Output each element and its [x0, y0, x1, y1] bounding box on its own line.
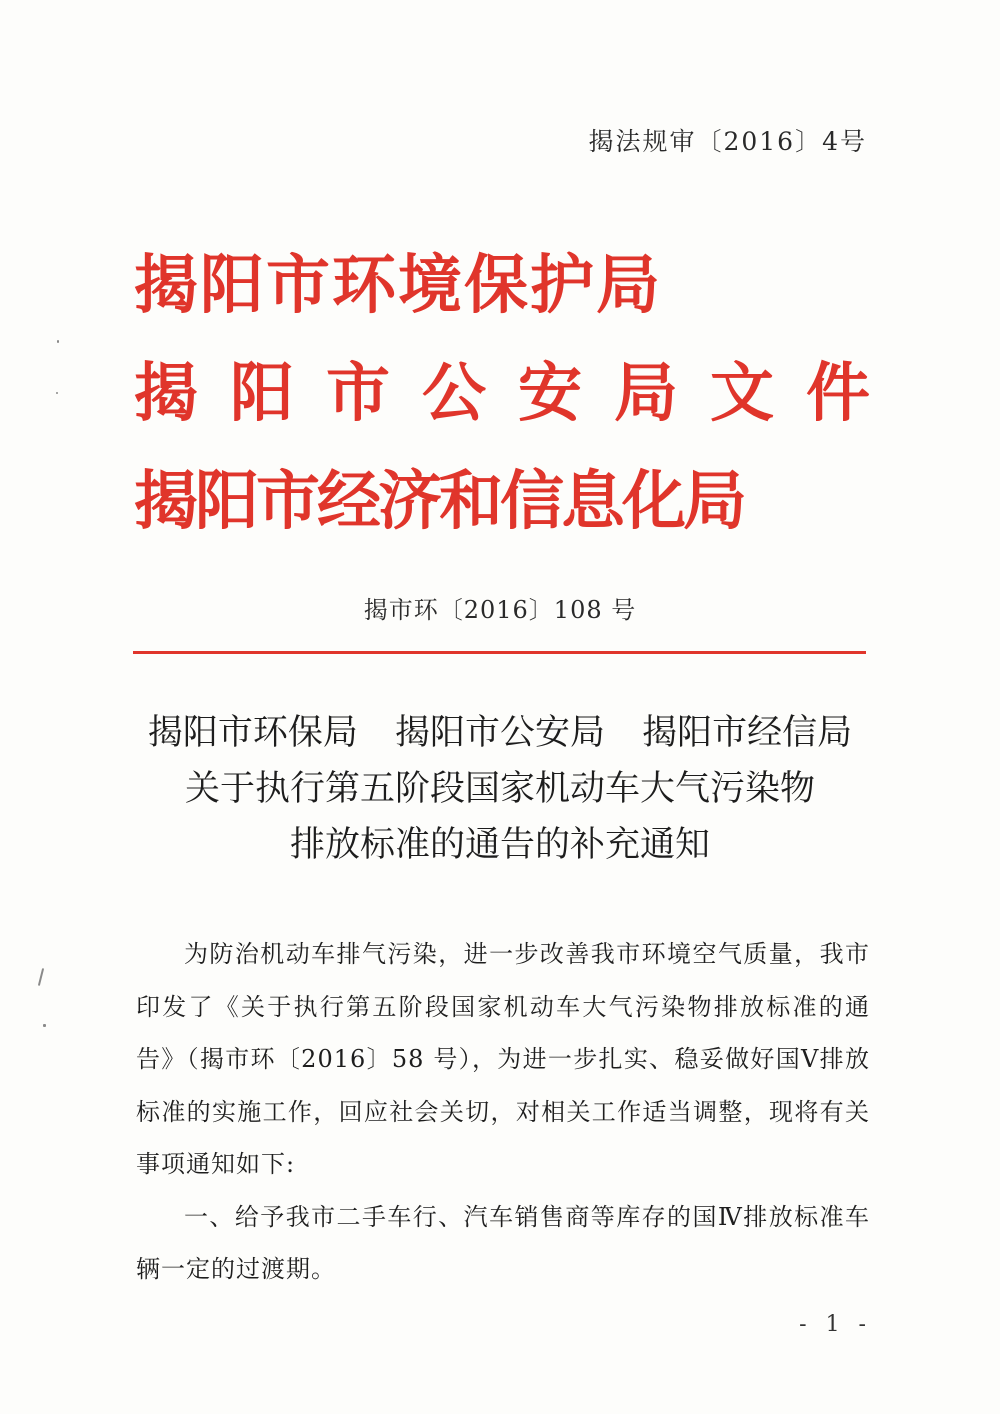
title-line-1: 揭阳市环保局 揭阳市公安局 揭阳市经信局	[147, 713, 853, 753]
document-body	[136, 928, 870, 1296]
regulation-review-number: 揭法规审〔2016〕4号	[588, 127, 867, 156]
issuer-public-security-bureau-document: 揭阳市公安局文件	[134, 357, 902, 431]
scan-speck	[43, 1024, 46, 1027]
red-separator-line	[133, 651, 866, 654]
scan-speck	[38, 968, 44, 986]
title-line-2: 关于执行第五阶段国家机动车大气污染物	[184, 769, 815, 809]
issuer-environmental-protection-bureau: 揭阳市环境保护局	[134, 249, 662, 323]
body-paragraph-item-1: 一、给予我市二手车行、汽车销售商等库存的国Ⅳ排放标准车辆一定的过渡期。	[136, 1202, 870, 1283]
page-number: - 1 -	[799, 1312, 872, 1337]
title-line-3: 排放标准的通告的补充通知	[289, 825, 710, 865]
issuer-economic-information-bureau: 揭阳市经济和信息化局	[134, 465, 744, 539]
issuing-authorities-header	[134, 232, 902, 556]
document-number: 揭市环〔2016〕108 号	[363, 596, 637, 624]
scan-speck	[57, 340, 59, 343]
scan-speck	[56, 392, 58, 394]
document-title	[0, 705, 1000, 873]
body-paragraph-intro: 为防治机动车排气污染，进一步改善我市环境空气质量，我市印发了《关于执行第五阶段国家机动车大气污染物排放标准的通告》（揭市环〔2016〕58 号），为进一步扎实、稳妥做好国Ⅴ排放标准的实施工作，回应社会关切，对相关工作适当调整，现将有关事项通知如下:	[136, 940, 870, 1178]
